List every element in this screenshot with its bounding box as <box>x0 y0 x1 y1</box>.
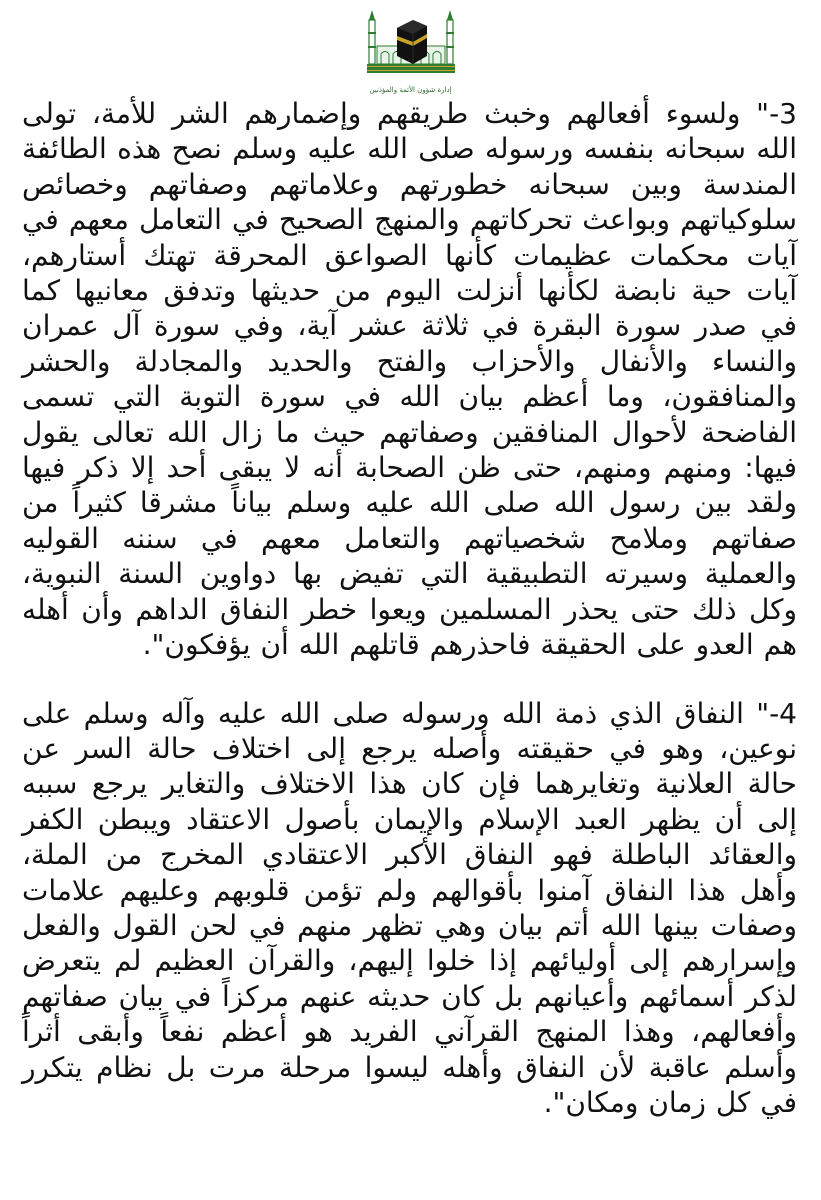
paragraph-4: 4-" النفاق الذي ذمة الله ورسوله صلى الله عليه وآله وسلم على نوعين، وهو في حقيقته وأصله يرجع إلى اختلاف حالة السر عن حالة العلانية وتغايرهما فإن كان هذا الاختلاف والتغاير يرجع سببه إلى أن يظهر العبد الإسلام والإيمان بأصول الاعتقاد ويبطن الكفر والعقائد الباطلة فهو النفاق الأكبر الاعتقادي المخرج من الملة، وأهل هذا النفاق آمنوا بأقوالهم ولم تؤمن قلوبهم وعليهم علامات وصفات بينها الله أتم بيان وهي تظهر منهم في لحن القول والفعل وإسرارهم إلى أوليائهم إذا خلوا إليهم، والقرآن العظيم لم يتعرض لذكر أسمائهم وأعيانهم بل كان حديثه عنهم مركزاً في بيان صفاتهم وأفعالهم، وهذا المنهج القرآني الفريد هو أعظم نفعاً وأبقى أثراً وأسلم عاقبة لأن النفاق وأهله ليسوا مرحلة مرت بل نظام يتكرر في كل زمان ومكان". <box>22 696 797 1119</box>
paragraph-3: 3-" ولسوء أفعالهم وخبث طريقهم وإضمارهم الشر للأمة، تولى الله سبحانه بنفسه ورسوله صلى الله عليه وسلم نصح هذه الطائفة المندسة وبين سبحانه خطورتهم وعلاماتهم وصفاتهم وخصائص سلوكياتهم وبواعث تحركاتهم والمنهج الصحيح في التعامل معهم في آيات محكمات عظيمات كأنها الصواعق المحرقة تهتك أستارهم، آيات حية نابضة لكأنها أنزلت اليوم من حديثها وتدفق معانيها كما في صدر سورة البقرة في ثلاثة عشر آية، وفي سورة آل عمران والنساء والأنفال والأحزاب والفتح والحديد والمجادلة والحشر والمنافقون، وما أعظم بيان الله في سورة التوبة التي تسمى الفاضحة لأحوال المنافقين وصفاتهم حيث ما زال الله تعالى يقول فيها: ومنهم ومنهم، حتى ظن الصحابة أنه لا يبقى أحد إلا ذكر فيها ولقد بين رسول الله صلى الله عليه وسلم بياناً مشرقا كثيراً من صفاتهم وملامح شخصياتهم والتعامل معهم في سننه القوليه والعملية وسيرته التطبيقية التي تفيض بها دواوين السنة النبوية، وكل ذلك حتى يحذر المسلمين ويعوا خطر النفاق الداهم وأن أهله هم العدو على الحقيقة فاحذرهم قاتلهم الله أن يؤفكون". <box>22 97 797 662</box>
document-body <box>22 96 797 1120</box>
logo <box>363 6 459 94</box>
kaaba-emblem-icon <box>363 6 459 84</box>
logo-caption: إدارة شؤون الأئمة والمؤذنين <box>369 86 452 94</box>
